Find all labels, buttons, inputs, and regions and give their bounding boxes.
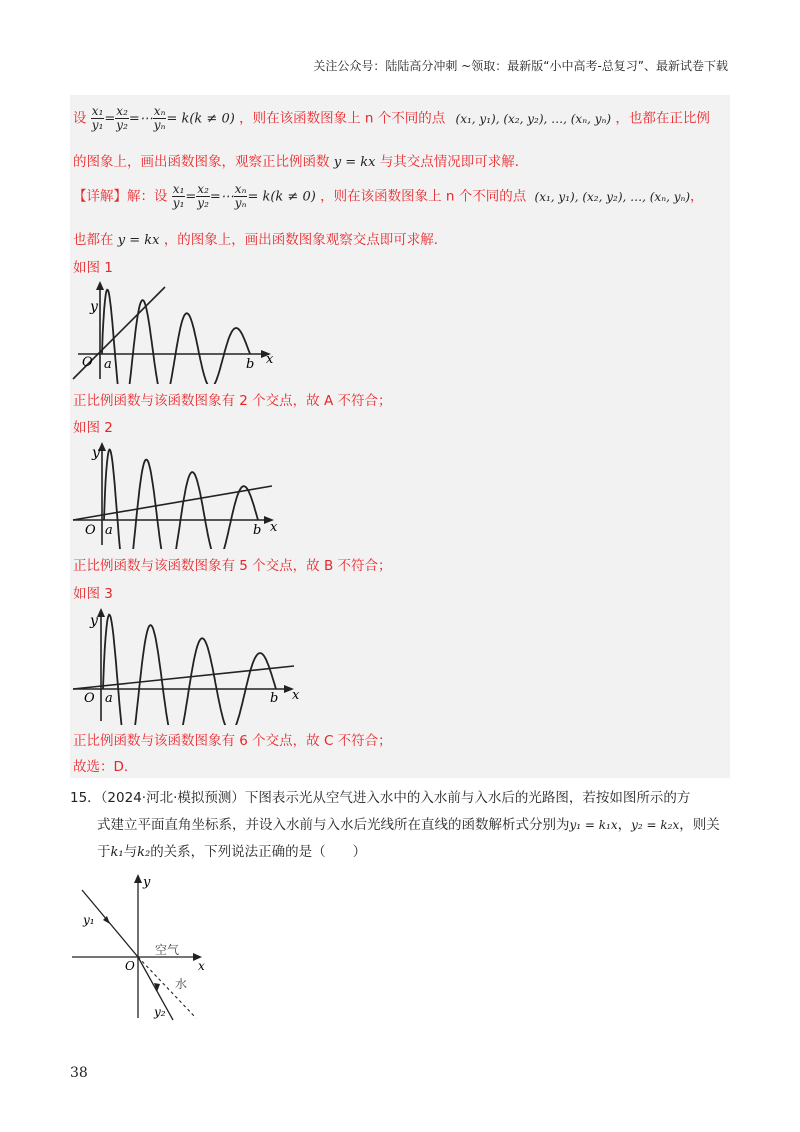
math-points: (x₁, y₁), (x₂, y₂), …, (xₙ, yₙ) xyxy=(534,189,691,204)
fig2-conclusion: 正比例函数与该函数图象有 5 个交点，故 B 不符合； xyxy=(73,558,392,574)
text-fragment: ，则在该函数图象上 n 个不同的点 xyxy=(239,110,446,127)
math-points: (x₁, y₁), (x₂, y₂), …, (xₙ, yₙ) xyxy=(455,111,612,126)
a-label: a xyxy=(105,691,113,706)
solution-block xyxy=(70,95,730,778)
question-line-2 xyxy=(70,812,738,839)
text-fragment: ， xyxy=(690,188,704,205)
question-line-3 xyxy=(70,839,738,866)
text-fragment: 的图象上，画出函数图象，观察正比例函数 xyxy=(73,154,330,170)
fraction-x1-y1: $\frac{\text{x₁}}{\text{y₁}}$ xyxy=(172,182,185,211)
y-axis-arrow xyxy=(134,874,142,883)
text-fragment: ，则在该函数图象上 n 个不同的点 xyxy=(320,188,527,205)
origin-label: O xyxy=(84,691,95,706)
text-fragment: 与其交点情况即可求解． xyxy=(379,154,529,170)
b-label: b xyxy=(253,523,262,538)
fraction-xn-yn: $\frac{\text{xₙ}}{\text{yₙ}}$ xyxy=(153,104,166,133)
fraction-xn-yn: $\frac{\text{xₙ}}{\text{yₙ}}$ xyxy=(234,182,247,211)
analysis-line-2 xyxy=(73,150,528,170)
fraction-x2-y2: $\frac{\text{x₂}}{\text{y₂}}$ xyxy=(197,182,209,211)
question-15 xyxy=(70,785,738,866)
b-label: b xyxy=(270,691,279,706)
figure-3-graph xyxy=(70,605,305,725)
water-label: 水 xyxy=(175,977,188,991)
a-label: a xyxy=(104,357,112,372)
math-dots: =⋯ xyxy=(128,111,153,127)
text-fragment: 与 xyxy=(123,844,138,860)
math-k2: k₂ xyxy=(137,845,151,860)
page-header: 关注公众号：陆陆高分冲刺 ~领取：最新版“小中高考-总复习”、最新试卷下载 xyxy=(313,59,728,73)
text-fragment: 于 xyxy=(97,844,111,860)
refraction-figure xyxy=(70,868,215,1023)
function-curve xyxy=(103,615,279,725)
math-k: = k(k ≠ 0) xyxy=(166,111,235,127)
text-fragment: ，则关 xyxy=(679,817,720,833)
fraction-x1-y1: $\frac{\text{x₁}}{\text{y₁}}$ xyxy=(91,104,104,133)
y-label: y xyxy=(90,299,98,315)
fig3-label: 如图 3 xyxy=(73,586,113,602)
figure-2-graph xyxy=(70,439,285,549)
math-k: = k(k ≠ 0) xyxy=(247,189,316,205)
x-label: x xyxy=(292,688,300,703)
math-eq: y = kx xyxy=(117,233,160,248)
y2-label: y₂ xyxy=(154,1005,166,1019)
fraction-x2-y2: $\frac{\text{x₂}}{\text{y₂}}$ xyxy=(116,104,128,133)
fig1-label: 如图 1 xyxy=(73,260,113,276)
fig2-label: 如图 2 xyxy=(73,420,113,436)
math-eq: y = kx xyxy=(333,155,376,170)
detail-line-1 xyxy=(73,183,704,210)
text-fragment: 式建立平面直角坐标系，并设入水前与入水后光线所在直线的函数解析式分别为 xyxy=(97,817,570,833)
text-fragment: ， xyxy=(617,817,632,833)
text-fragment: 的关系，下列说法正确的是（ ） xyxy=(150,844,367,860)
page-number: 38 xyxy=(70,1065,88,1081)
x-label: x xyxy=(270,520,278,535)
math-k1: k₁ xyxy=(110,845,124,860)
y1-label: y₁ xyxy=(83,913,95,927)
figure-1-graph xyxy=(70,279,285,384)
math-eq1: y₁ = k₁x xyxy=(569,818,618,832)
text-fragment: ，的图象上，画出函数图象观察交点即可求解． xyxy=(163,232,448,248)
question-line-1: 15．（2024·河北·模拟预测）下图表示光从空气进入水中的入水前与入水后的光路图，若按如图所示的方 xyxy=(70,790,691,806)
air-label: 空气 xyxy=(155,943,180,957)
a-label: a xyxy=(105,523,113,538)
fig3-conclusion: 正比例函数与该函数图象有 6 个交点，故 C 不符合； xyxy=(73,733,392,749)
text-fragment: 设 xyxy=(73,110,87,127)
detail-line-2 xyxy=(73,228,447,248)
text-fragment: ，也都在正比例 xyxy=(615,110,710,127)
text-fragment: 也都在 xyxy=(73,232,114,248)
math-eq: = xyxy=(104,111,116,127)
answer: 故选：D． xyxy=(73,759,138,775)
y-axis-arrow xyxy=(97,608,105,617)
math-eq: = xyxy=(185,189,197,205)
proportional-line xyxy=(73,666,294,689)
function-curve xyxy=(102,290,250,384)
origin-label: O xyxy=(82,355,93,370)
math-eq2: y₂ = k₂x xyxy=(631,818,680,832)
b-label: b xyxy=(246,357,255,372)
y-label: y xyxy=(90,613,98,629)
x-label: x xyxy=(198,959,205,973)
proportional-line xyxy=(73,486,272,520)
y-axis-arrow xyxy=(96,281,104,290)
text-fragment: 【详解】解：设 xyxy=(73,188,168,205)
y-label: y xyxy=(143,875,151,890)
origin-label: O xyxy=(85,523,96,538)
x-label: x xyxy=(266,352,274,367)
function-curve xyxy=(104,450,258,549)
fig1-conclusion: 正比例函数与该函数图象有 2 个交点，故 A 不符合； xyxy=(73,393,392,409)
origin-label: O xyxy=(125,959,135,973)
math-dots: =⋯ xyxy=(209,189,234,205)
analysis-line-1 xyxy=(73,105,710,132)
y-label: y xyxy=(92,445,100,461)
